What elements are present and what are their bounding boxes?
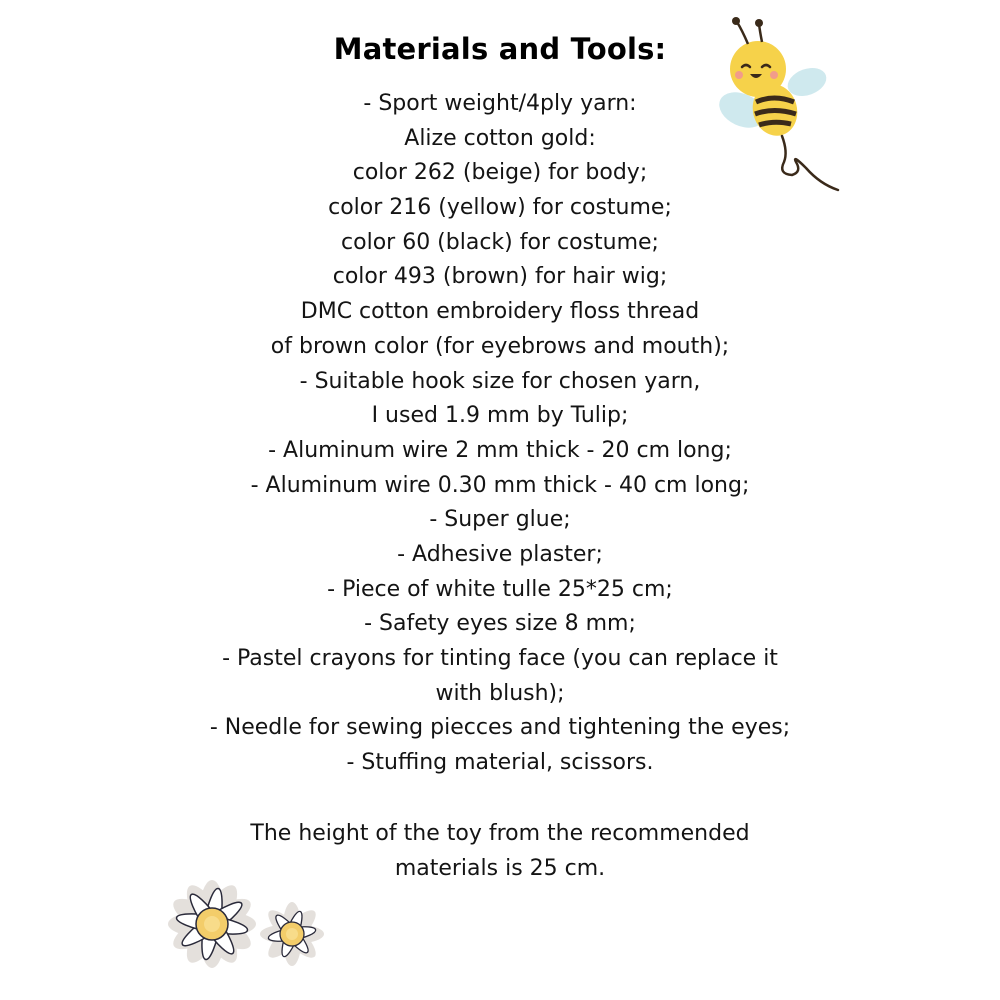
daisy-icon	[150, 862, 340, 992]
list-item: - Aluminum wire 2 mm thick - 20 cm long;	[268, 437, 732, 463]
list-item: - Needle for sewing piecces and tightening the eyes;	[209, 715, 791, 741]
note-line: The height of the toy from the recommended	[250, 821, 750, 846]
list-item: - Stuffing material, scissors.	[346, 750, 654, 776]
list-item: color 262 (beige) for body;	[352, 160, 648, 186]
list-item: - Safety eyes size 8 mm;	[364, 611, 636, 637]
list-item: with blush);	[435, 680, 565, 706]
bee-icon	[712, 12, 847, 197]
large-daisy	[167, 879, 257, 969]
list-item: I used 1.9 mm by Tulip;	[371, 403, 629, 429]
list-item: - Suitable hook size for chosen yarn,	[299, 368, 701, 394]
list-item: - Sport weight/4ply yarn:	[363, 91, 637, 116]
small-daisy	[260, 902, 324, 966]
list-item: - Pastel crayons for tinting face (you can replace it	[222, 646, 778, 671]
note-line: materials is 25 cm.	[394, 855, 606, 881]
list-item: - Adhesive plaster;	[397, 541, 603, 567]
list-item: of brown color (for eyebrows and mouth);	[270, 333, 730, 359]
list-item: color 60 (black) for costume;	[341, 229, 659, 255]
bee-trail	[782, 136, 838, 190]
list-item: DMC cotton embroidery floss thread	[300, 299, 700, 325]
materials-list	[0, 87, 1000, 781]
list-item: Alize cotton gold:	[404, 125, 596, 151]
list-item: color 493 (brown) for hair wig;	[332, 264, 668, 290]
bee-antenna	[737, 22, 748, 44]
list-item: - Aluminum wire 0.30 mm thick - 40 cm long;	[250, 472, 750, 498]
bee-stripe	[759, 122, 791, 125]
list-item: color 216 (yellow) for costume;	[328, 195, 672, 221]
list-item: - Super glue;	[429, 507, 571, 533]
page-title: Materials and Tools:	[333, 32, 667, 66]
list-item: - Piece of white tulle 25*25 cm;	[327, 576, 673, 602]
bee-head	[730, 41, 786, 97]
